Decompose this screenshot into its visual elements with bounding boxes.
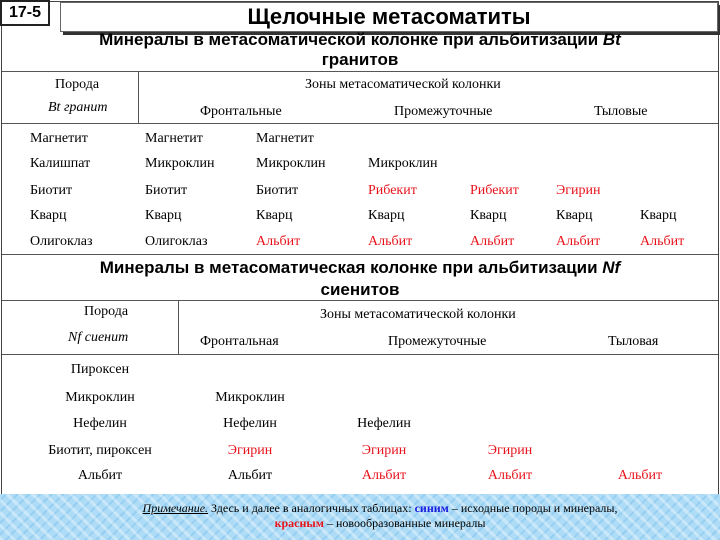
table-cell: Биотит, пироксен [48, 443, 152, 458]
s2-header-rear: Тыловая [608, 334, 659, 349]
s2-header-rock-name: Nf сиенит [68, 330, 129, 345]
table-cell: Альбит [77, 468, 123, 483]
slide-number: 17-5 [0, 0, 50, 26]
s2-line-header-bottom [2, 354, 718, 355]
table-cell: Рибекит [368, 183, 417, 198]
table-cell: Биотит [30, 183, 73, 198]
table-cell: Нефелин [223, 416, 277, 431]
s1-header-rock: Порода [55, 77, 100, 92]
table-cell: Альбит [470, 234, 515, 249]
section1-subtitle-text: Минералы в метасоматической колонке при альбитизации [99, 30, 599, 49]
s1-line-vert [138, 71, 139, 123]
table-cell: Кварц [145, 208, 182, 223]
s2-header-front: Фронтальная [200, 334, 279, 349]
table-cell: Олигоклаз [145, 234, 208, 249]
s2-header-zones: Зоны метасоматической колонки [320, 307, 516, 322]
table-cell: Биотит [256, 183, 299, 198]
s1-header-rear: Тыловые [594, 104, 648, 119]
table-cell: Магнетит [145, 131, 203, 146]
table-cell: Альбит [556, 234, 601, 249]
table-cell: Нефелин [357, 416, 411, 431]
table-cell: Альбит [361, 468, 407, 483]
table-cell: Рибекит [470, 183, 519, 198]
section2-subtitle-rock: Nf [602, 258, 621, 277]
s2-header-mid: Промежуточные [388, 334, 487, 349]
footnote-text3: – новообразованные минералы [323, 516, 486, 530]
table-cell: Альбит [227, 468, 273, 483]
table-cell: Микроклин [256, 156, 326, 171]
section2-subtitle-line2: сиенитов [320, 280, 400, 299]
table-cell: Альбит [368, 234, 413, 249]
table-cell: Альбит [640, 234, 685, 249]
s1-header-rock-name: Bt гранит [48, 100, 108, 115]
s1-line-top [2, 71, 718, 72]
table-cell: Кварц [368, 208, 405, 223]
table-cell: Микроклин [368, 156, 438, 171]
section1-subtitle-rock: Bt [602, 30, 621, 49]
footnote-label: Примечание. [142, 501, 209, 515]
s1-header-zones: Зоны метасоматической колонки [305, 77, 501, 92]
table-cell: Эгирин [361, 443, 407, 458]
footnote [70, 501, 690, 531]
s2-line-vert [178, 300, 179, 354]
section1-subtitle-line2: гранитов [321, 50, 399, 69]
table-cell: Магнетит [30, 131, 88, 146]
s2-line-top [2, 300, 718, 301]
section1-subtitle [40, 30, 680, 50]
table-cell: Микроклин [145, 156, 215, 171]
table-cell: Кварц [30, 208, 67, 223]
table-cell: Кварц [470, 208, 507, 223]
table-cell: Калишпат [30, 156, 91, 171]
table-cell: Магнетит [256, 131, 314, 146]
footnote-text1: Здесь и далее в аналогичных таблицах: [208, 501, 415, 515]
table-cell: Эгирин [487, 443, 533, 458]
table-cell: Альбит [256, 234, 301, 249]
table-cell: Нефелин [73, 416, 127, 431]
s1-line-bottom [2, 254, 718, 255]
table-cell: Эгирин [227, 443, 273, 458]
table-cell: Кварц [256, 208, 293, 223]
s1-header-mid: Промежуточные [394, 104, 493, 119]
footnote-red-word: красным [274, 516, 324, 530]
slide-title: Щелочные метасоматиты [247, 4, 531, 29]
title-box [60, 2, 718, 32]
table-cell: Кварц [640, 208, 677, 223]
s2-header-rock: Порода [84, 304, 129, 319]
footnote-text2: – исходные породы и минералы, [448, 501, 618, 515]
table-cell: Эгирин [556, 183, 601, 198]
s1-header-front: Фронтальные [200, 104, 282, 119]
table-cell: Пироксен [70, 362, 130, 377]
table-cell: Альбит [487, 468, 533, 483]
table-cell: Биотит [145, 183, 188, 198]
table-cell: Альбит [617, 468, 663, 483]
footnote-blue-word: синим [414, 501, 449, 515]
table-cell: Микроклин [65, 390, 135, 405]
table-cell: Олигоклаз [30, 234, 93, 249]
table-cell: Кварц [556, 208, 593, 223]
section2-subtitle-text: Минералы в метасоматическая колонке при альбитизации [99, 258, 598, 277]
table-cell: Микроклин [215, 390, 285, 405]
section2-subtitle [40, 258, 680, 278]
s1-line-header-bottom [2, 123, 718, 124]
